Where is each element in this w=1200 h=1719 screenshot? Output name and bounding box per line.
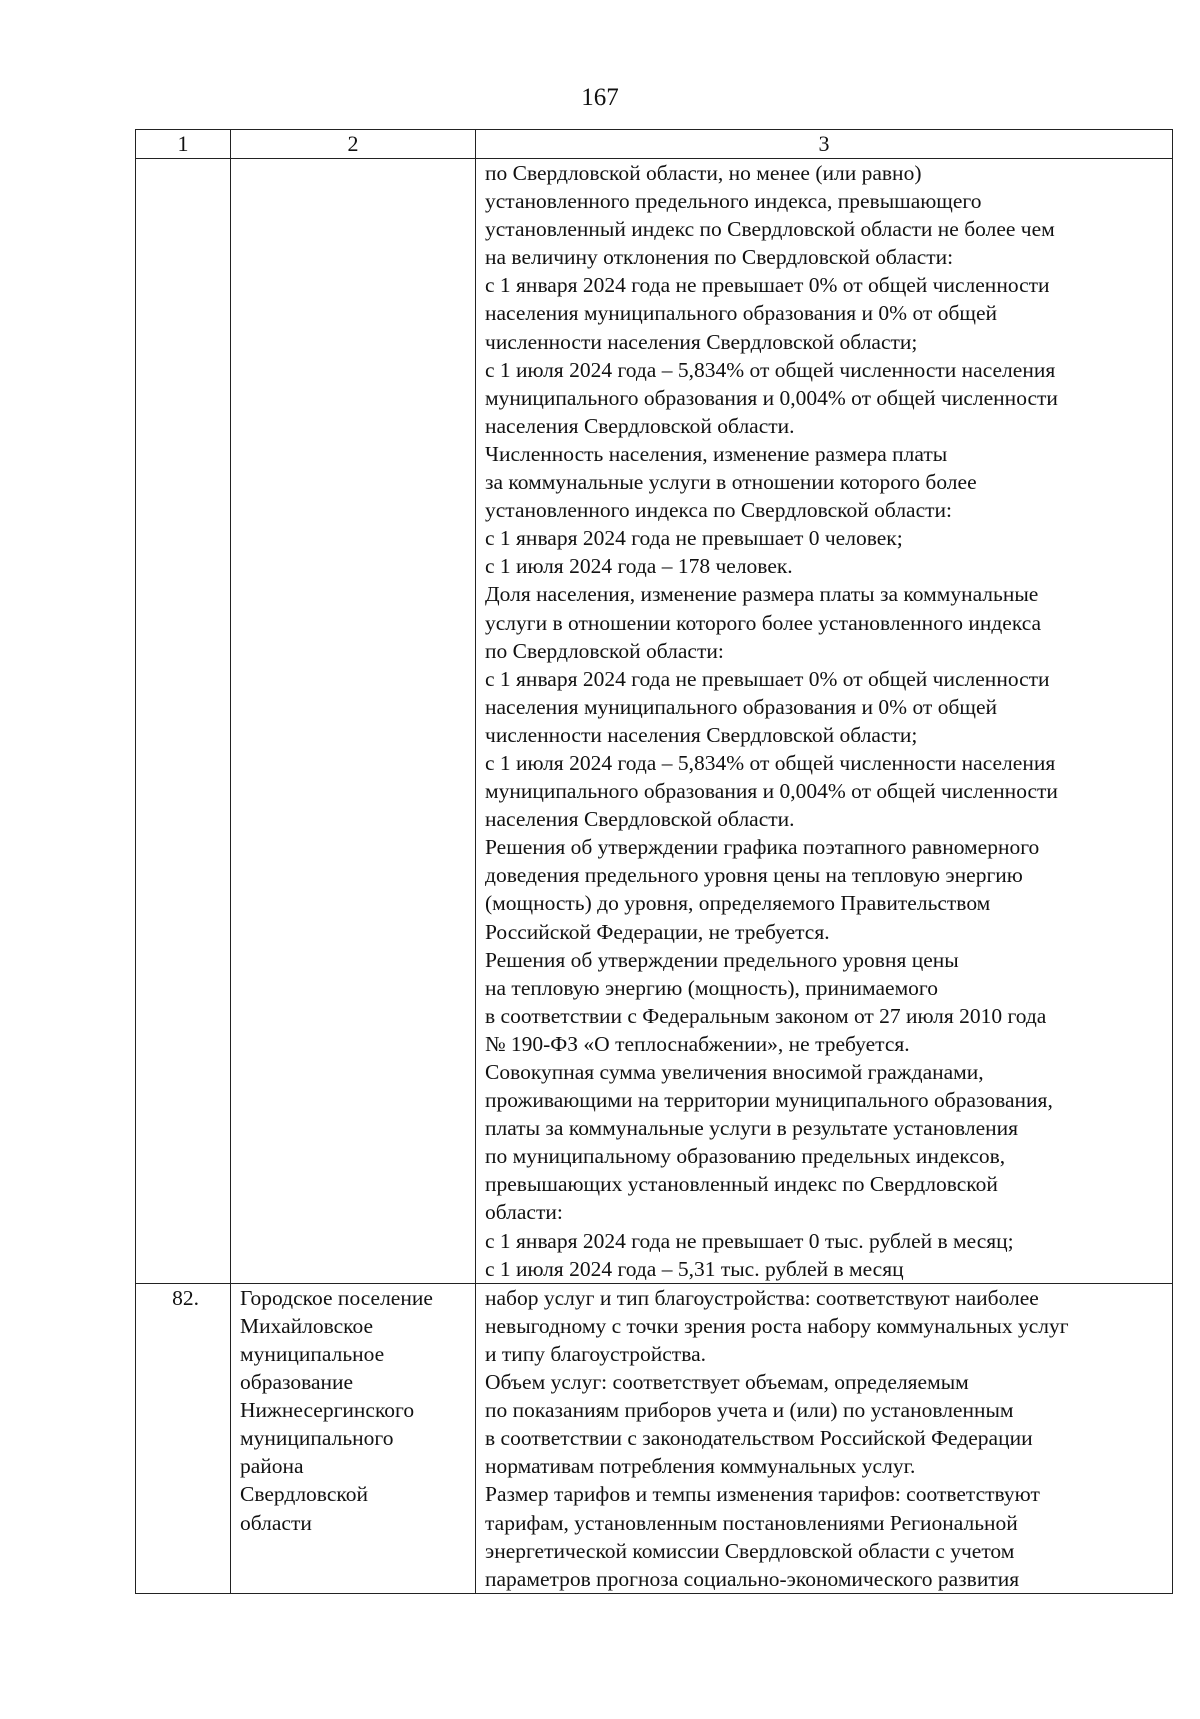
municipality-name-line: района [240, 1454, 304, 1479]
description-cell [476, 1283, 1173, 1593]
municipality-name-line: Нижнесергинского [240, 1398, 415, 1423]
column-header-3: 3 [476, 130, 1173, 159]
municipality-name-line: Михайловское [240, 1313, 374, 1338]
description-line: по Свердловской области: [485, 638, 724, 663]
description-line: Решения об утверждении предельного уровня цены [485, 947, 959, 972]
description-line: Размер тарифов и темпы изменения тарифов: соответствуют [485, 1482, 1040, 1507]
description-line: платы за коммунальные услуги в результате установления [485, 1116, 1019, 1141]
description-line: области: [485, 1200, 563, 1225]
table-row [136, 159, 1173, 1284]
description-line: (мощность) до уровня, определяемого Правительством [485, 891, 991, 916]
description-line: энергетической комиссии Свердловской области с учетом [485, 1538, 1015, 1563]
description-line: нормативам потребления коммунальных услуг. [485, 1454, 916, 1479]
municipality-name-cell [231, 1283, 476, 1593]
description-line: доведения предельного уровня цены на тепловую энергию [485, 863, 1023, 888]
description-line: в соответствии с Федеральным законом от 27 июля 2010 года [485, 1003, 1047, 1028]
description-line: с 1 июля 2024 года – 178 человек. [485, 554, 793, 579]
description-line: с 1 июля 2024 года – 5,834% от общей численности населения [485, 750, 1056, 775]
description-line: на тепловую энергию (мощность), принимаемого [485, 975, 938, 1000]
description-line: с 1 июля 2024 года – 5,834% от общей численности населения [485, 357, 1056, 382]
description-line: муниципального образования и 0,004% от общей численности [485, 385, 1058, 410]
table-row [136, 1283, 1173, 1593]
description-line: Численность населения, изменение размера платы [485, 441, 948, 466]
description-line: тарифам, установленным постановлениями Региональной [485, 1510, 1018, 1535]
description-line: с 1 января 2024 года не превышает 0% от общей численности [485, 273, 1050, 298]
description-line: параметров прогноза социально-экономического развития [485, 1566, 1020, 1591]
row-number-cell: 82. [136, 1283, 231, 1593]
description-line: на величину отклонения по Свердловской области: [485, 245, 954, 270]
table-header-row [136, 130, 1173, 159]
description-line: проживающими на территории муниципального образования, [485, 1088, 1053, 1113]
description-line: населения муниципального образования и 0% от общей [485, 694, 997, 719]
description-line: Объем услуг: соответствует объемам, определяемым [485, 1370, 969, 1395]
row-number-cell [136, 159, 231, 1284]
description-line: превышающих установленный индекс по Свердловской [485, 1172, 998, 1197]
description-line: численности населения Свердловской области; [485, 329, 918, 354]
description-line: Доля населения, изменение размера платы за коммунальные [485, 582, 1039, 607]
municipality-name-cell [231, 159, 476, 1284]
description-line: и типу благоустройства. [485, 1341, 706, 1366]
column-header-2: 2 [231, 130, 476, 159]
description-line: № 190-ФЗ «О теплоснабжении», не требуется. [485, 1031, 910, 1056]
description-line: муниципального образования и 0,004% от общей численности [485, 779, 1058, 804]
municipality-name-line: образование [240, 1370, 354, 1395]
description-line: установленного предельного индекса, превышающего [485, 189, 982, 214]
description-line: с 1 января 2024 года не превышает 0 человек; [485, 526, 903, 551]
description-line: Решения об утверждении графика поэтапного равномерного [485, 835, 1040, 860]
municipality-name-line: области [240, 1510, 312, 1535]
description-line: населения Свердловской области. [485, 413, 795, 438]
description-line: за коммунальные услуги в отношении которого более [485, 470, 977, 495]
description-line: по Свердловской области, но менее (или равно) [485, 161, 922, 185]
description-line: населения муниципального образования и 0% от общей [485, 301, 997, 326]
description-line: установленный индекс по Свердловской области не более чем [485, 217, 1055, 242]
description-line: численности населения Свердловской области; [485, 722, 918, 747]
description-line: с 1 января 2024 года не превышает 0 тыс. рублей в месяц; [485, 1228, 1014, 1253]
description-line: в соответствии с законодательством Российской Федерации [485, 1426, 1033, 1451]
document-table [135, 129, 1173, 1594]
description-line: с 1 июля 2024 года – 5,31 тыс. рублей в месяц [485, 1256, 904, 1281]
description-cell [476, 159, 1173, 1284]
column-header-1: 1 [136, 130, 231, 159]
description-line: с 1 января 2024 года не превышает 0% от общей численности [485, 666, 1050, 691]
description-line: Совокупная сумма увеличения вносимой гражданами, [485, 1060, 984, 1084]
municipality-name-line: Городское поселение [240, 1285, 433, 1310]
description-line: установленного индекса по Свердловской области: [485, 498, 953, 523]
description-line: Российской Федерации, не требуется. [485, 919, 830, 944]
description-line: по показаниям приборов учета и (или) по установленным [485, 1398, 1014, 1423]
description-line: набор услуг и тип благоустройства: соответствуют наиболее [485, 1285, 1039, 1310]
municipality-name-line: муниципального [240, 1426, 394, 1451]
municipality-name-line: Свердловской [240, 1482, 368, 1507]
description-line: невыгодному с точки зрения роста набору коммунальных услуг [485, 1313, 1069, 1338]
description-line: населения Свердловской области. [485, 807, 795, 832]
description-line: услуги в отношении которого более установленного индекса [485, 610, 1042, 635]
municipality-name-line: муниципальное [240, 1341, 385, 1366]
description-line: по муниципальному образованию предельных индексов, [485, 1144, 1006, 1169]
page-number: 167 [581, 84, 619, 111]
